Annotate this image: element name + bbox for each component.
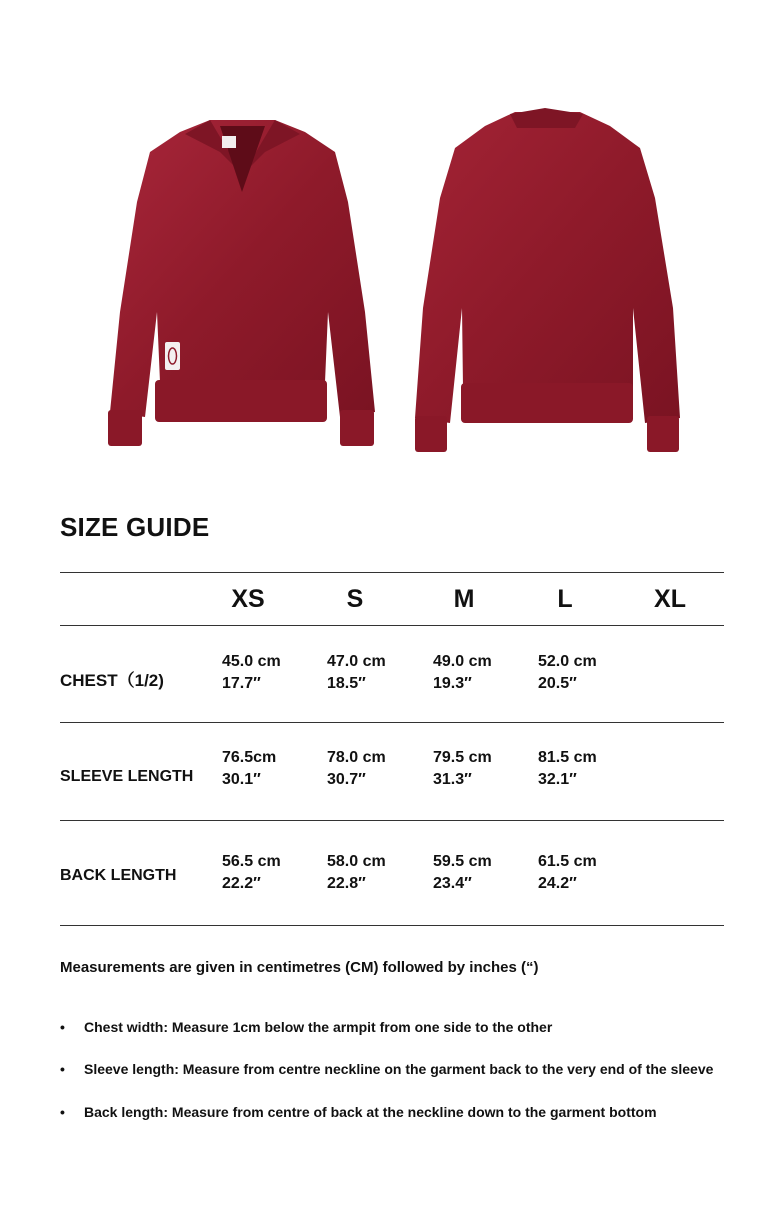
size-header-m: M	[453, 585, 475, 613]
row-label-back-length: BACK LENGTH	[60, 867, 177, 884]
row-label-chest: CHEST（1/2)	[60, 671, 164, 690]
instruction-text: Back length: Measure from centre of back at the neckline down to the garment bottom	[84, 1104, 657, 1120]
cell-sleeve-m	[433, 747, 492, 791]
cell-cm: 81.5 cm	[538, 749, 597, 766]
cell-cm: 58.0 cm	[327, 853, 386, 870]
cell-cm: 59.5 cm	[433, 853, 492, 870]
cell-cm: 78.0 cm	[327, 749, 386, 766]
cell-chest-s	[327, 651, 386, 695]
row-label-sleeve-length: SLEEVE LENGTH	[60, 768, 194, 785]
cell-chest-m	[433, 651, 492, 695]
cell-inch: 18.5″	[327, 675, 366, 692]
table-top-rule	[60, 572, 724, 573]
cell-cm: 79.5 cm	[433, 749, 492, 766]
cell-cm: 49.0 cm	[433, 653, 492, 670]
sweater-front-image	[100, 112, 385, 457]
cell-inch: 22.8″	[327, 875, 366, 892]
cell-cm: 56.5 cm	[222, 853, 281, 870]
cell-inch: 30.7″	[327, 771, 366, 788]
instruction-text: Sleeve length: Measure from centre neckline on the garment back to the very end of the sleeve	[84, 1061, 714, 1077]
cell-back-s	[327, 851, 386, 895]
cell-inch: 17.7″	[222, 675, 261, 692]
instruction-back-length	[60, 1104, 657, 1120]
instruction-chest-width	[60, 1019, 552, 1035]
header-rule	[60, 625, 724, 626]
size-header-xl: XL	[654, 585, 686, 613]
cell-cm: 76.5cm	[222, 749, 277, 766]
cell-cm: 45.0 cm	[222, 653, 281, 670]
cell-sleeve-l	[538, 747, 597, 791]
cell-inch: 32.1″	[538, 771, 577, 788]
instruction-text: Chest width: Measure 1cm below the armpit from one side to the other	[84, 1019, 553, 1035]
row-rule	[60, 722, 724, 723]
cell-inch: 19.3″	[433, 675, 472, 692]
cell-inch: 22.2″	[222, 875, 261, 892]
bullet-marker: •	[60, 1104, 65, 1120]
cell-back-m	[433, 851, 492, 895]
cell-cm: 61.5 cm	[538, 853, 597, 870]
bullet-marker: •	[60, 1061, 65, 1077]
garment-images	[0, 0, 784, 480]
size-header-s: S	[346, 585, 364, 613]
cell-inch: 24.2″	[538, 875, 577, 892]
sweater-back-image	[405, 108, 690, 458]
size-header-xs: XS	[231, 585, 265, 613]
row-rule	[60, 820, 724, 821]
cell-back-xs	[222, 851, 281, 895]
cell-sleeve-s	[327, 747, 386, 791]
cell-inch: 31.3″	[433, 771, 472, 788]
bullet-marker: •	[60, 1019, 65, 1035]
cell-chest-l	[538, 651, 597, 695]
measurement-note: Measurements are given in centimetres (CM) followed by inches (“)	[60, 959, 539, 976]
cell-inch: 23.4″	[433, 875, 472, 892]
cell-chest-xs	[222, 651, 281, 695]
instruction-sleeve-length	[60, 1061, 713, 1077]
cell-sleeve-xs	[222, 747, 276, 791]
cell-back-l	[538, 851, 597, 895]
table-bottom-rule	[60, 925, 724, 926]
cell-cm: 47.0 cm	[327, 653, 386, 670]
size-header-l: L	[557, 585, 573, 613]
cell-cm: 52.0 cm	[538, 653, 597, 670]
page-title: SIZE GUIDE	[60, 512, 210, 542]
cell-inch: 30.1″	[222, 771, 261, 788]
cell-inch: 20.5″	[538, 675, 577, 692]
